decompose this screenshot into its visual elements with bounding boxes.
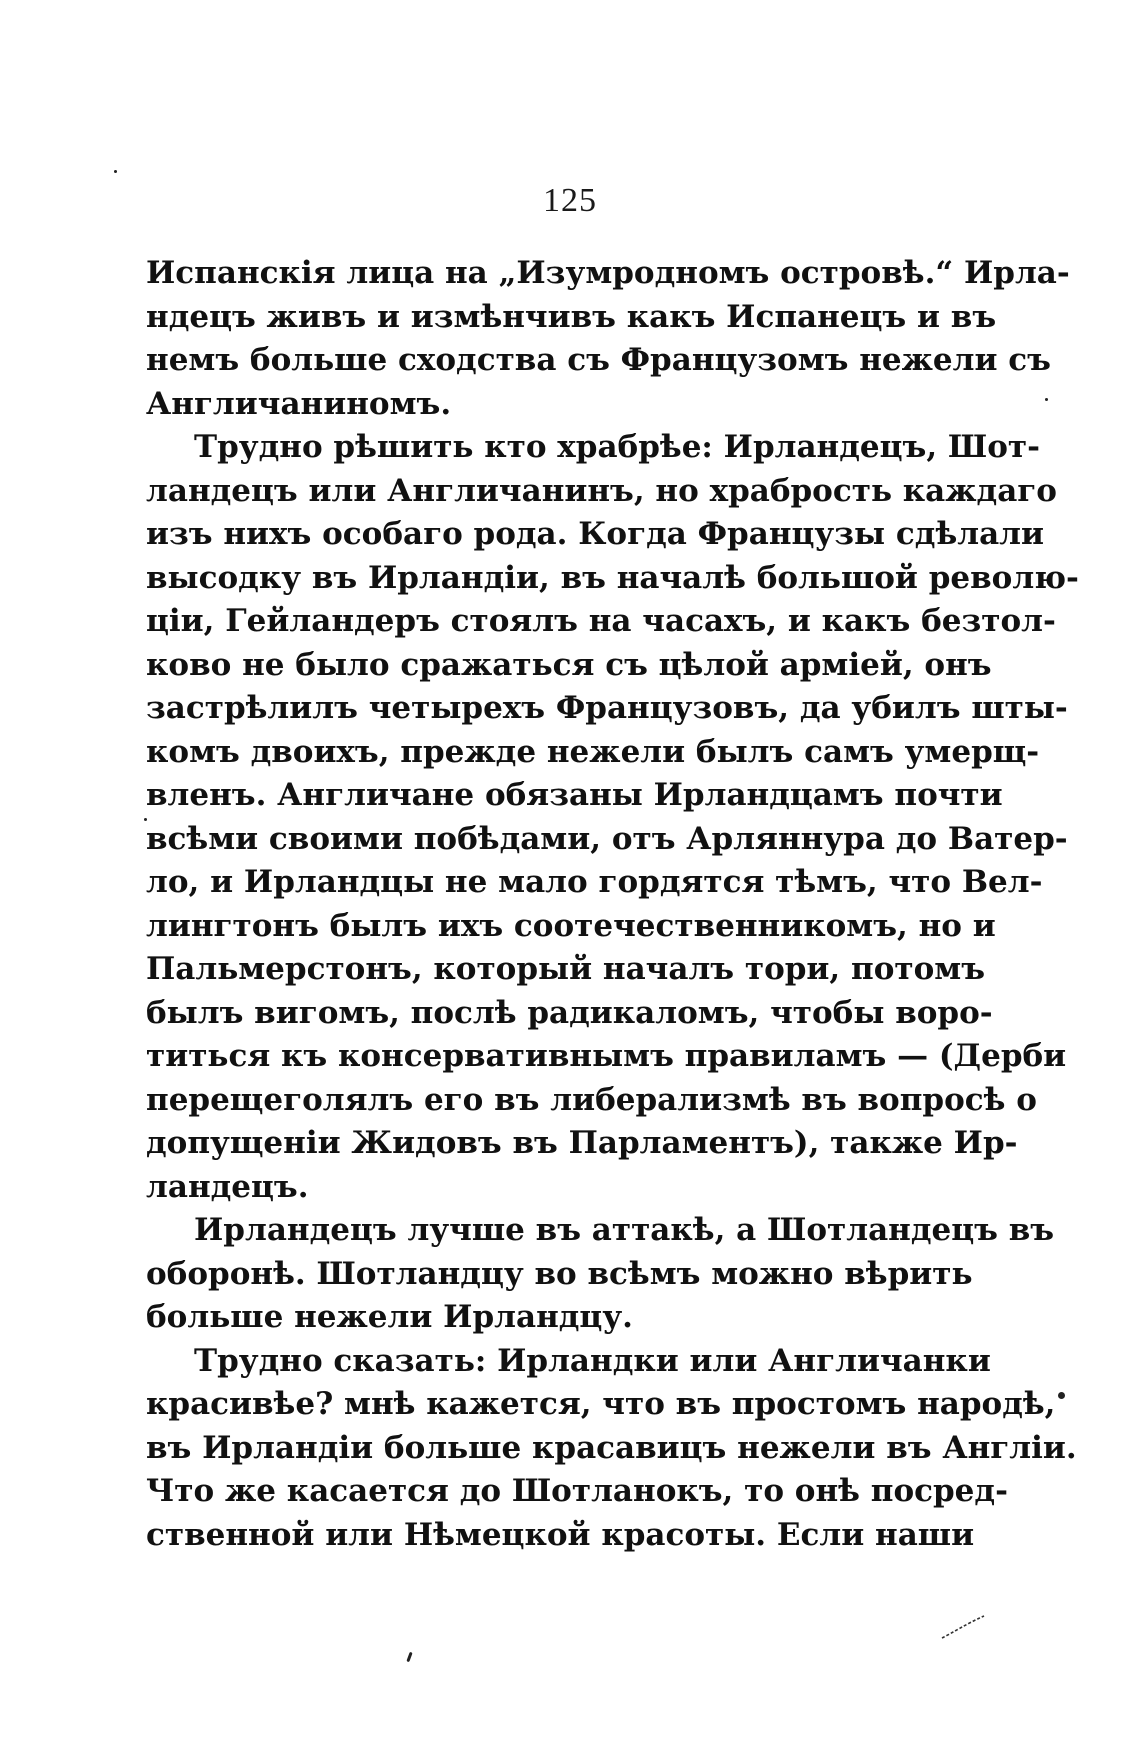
text-line: Пальмерстонъ, который началъ тори, потомъ xyxy=(146,951,985,987)
text-line: вленъ. Англичане обязаны Ирландцамъ почти xyxy=(146,777,1003,813)
text-line: ландецъ или Англичанинъ, но храбрость каждаго xyxy=(146,472,1057,509)
text-line: застрѣлилъ четырехъ Французовъ, да убилъ шты- xyxy=(146,690,1068,726)
text-line: изъ нихъ особаго рода. Когда Французы сдѣлали xyxy=(146,516,1045,552)
scan-speck xyxy=(144,818,147,821)
text-line: былъ вигомъ, послѣ радикаломъ, чтобы воро- xyxy=(146,994,993,1031)
text-line: оборонѣ. Шотландцу во всѣмъ можно вѣрить xyxy=(146,1255,973,1292)
text-line: ландецъ. xyxy=(146,1168,309,1205)
text-line: ково не было сражаться съ цѣлой арміей, онъ xyxy=(146,646,992,683)
body-text xyxy=(146,252,1079,1557)
text-line: ственной или Нѣмецкой красоты. Если наши xyxy=(146,1516,975,1553)
text-line: всѣми своими побѣдами, отъ Арляннура до Ватер- xyxy=(146,820,1068,857)
text-line: Испанскія лица на „Изумродномъ островѣ.“ Ирла- xyxy=(146,255,1070,291)
scan-speck xyxy=(114,170,117,173)
text-line: высодку въ Ирландіи, въ началѣ большой револю- xyxy=(146,559,1079,596)
text-line: красивѣе? мнѣ кажется, что въ простомъ народѣ, xyxy=(146,1386,1056,1422)
scan-speck xyxy=(1045,398,1048,401)
text-line: въ Ирландіи больше красавицъ нежели въ Англіи. xyxy=(146,1429,1077,1466)
page-number: 125 xyxy=(543,182,597,219)
scan-speck xyxy=(1058,1392,1065,1399)
text-line: Трудно сказать: Ирландки или Англичанки xyxy=(194,1342,991,1379)
scan-speck xyxy=(406,1652,412,1662)
text-line: ціи, Гейландеръ стоялъ на часахъ, и какъ безтол- xyxy=(146,603,1056,639)
text-line: перещеголялъ его въ либерализмѣ въ вопросѣ о xyxy=(146,1081,1037,1118)
text-line: лингтонъ былъ ихъ соотечественникомъ, но и xyxy=(146,907,996,944)
text-line: немъ больше сходства съ Французомъ нежели съ xyxy=(146,342,1051,378)
text-line: Трудно рѣшить кто храбрѣе: Ирландецъ, Шот- xyxy=(194,429,1040,465)
text-line: Англичаниномъ. xyxy=(146,385,452,422)
text-line: Что же касается до Шотланокъ, то онѣ посред- xyxy=(146,1473,1008,1509)
text-line: допущеніи Жидовъ въ Парламентъ), также Ир- xyxy=(146,1125,1018,1161)
text-line: Ирландецъ лучше въ аттакѣ, а Шотландецъ въ xyxy=(194,1212,1055,1248)
text-line: комъ двоихъ, прежде нежели былъ самъ умерщ- xyxy=(146,733,1040,770)
text-line: ндецъ живъ и измѣнчивъ какъ Испанецъ и въ xyxy=(146,298,997,335)
text-line: больше нежели Ирландцу. xyxy=(146,1299,633,1335)
pen-mark xyxy=(940,1612,986,1642)
text-line: титься къ консервативнымъ правиламъ — (Дерби xyxy=(146,1038,1067,1074)
text-line: ло, и Ирландцы не мало гордятся тѣмъ, что Вел- xyxy=(146,864,1043,900)
